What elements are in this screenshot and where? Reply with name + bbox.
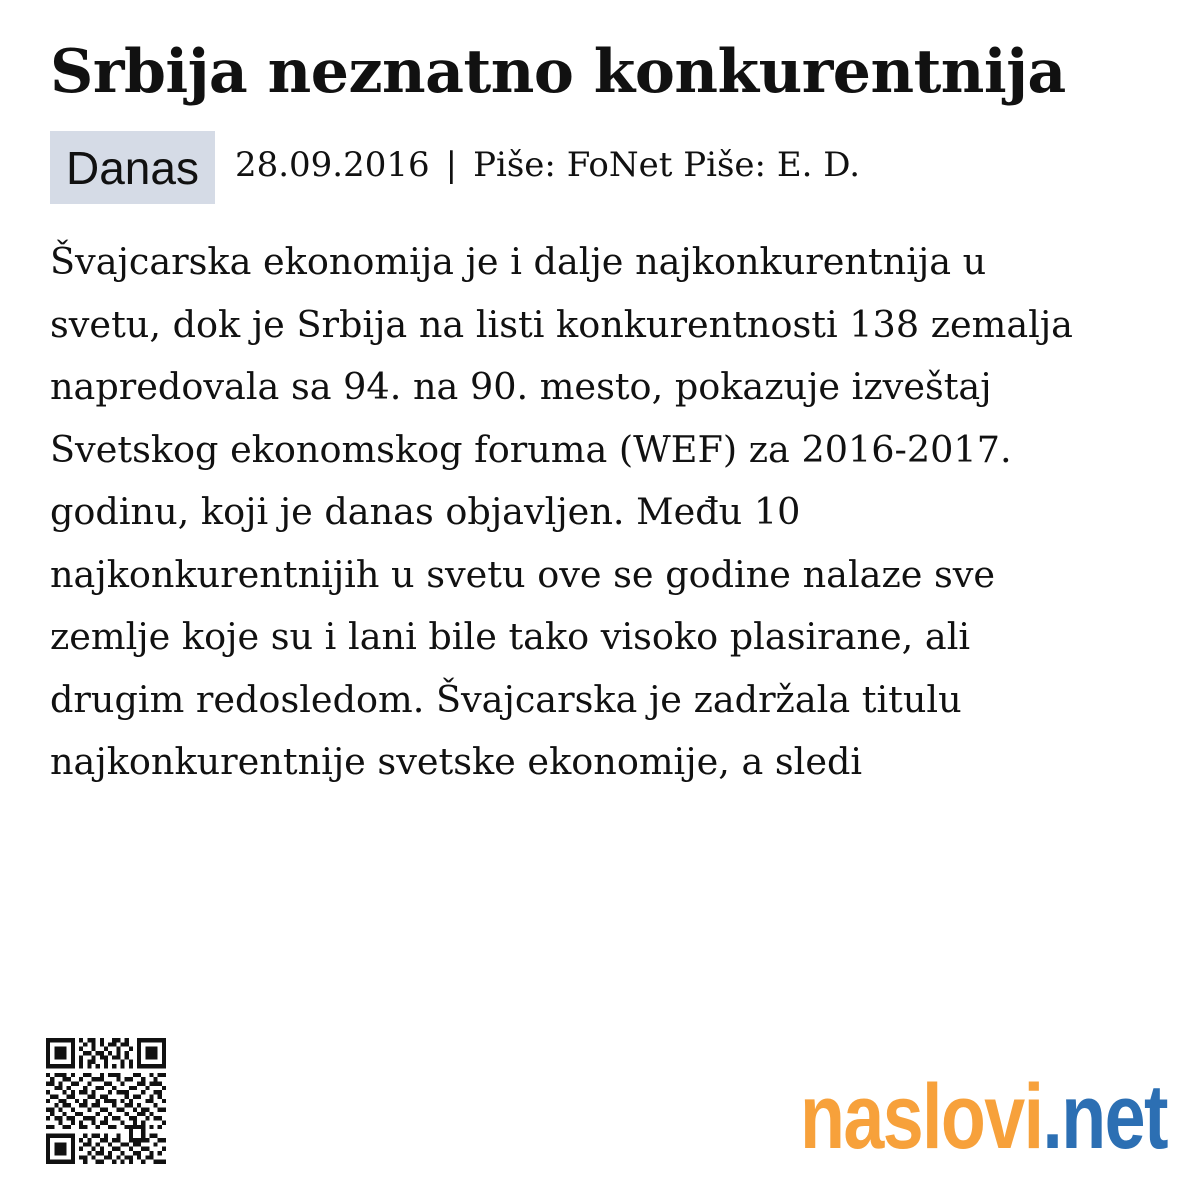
article-byline: Piše: FoNet Piše: E. D. [473, 145, 861, 185]
article-body-line: godinu, koji je danas objavljen. Među 10 [50, 490, 801, 533]
article-body-line: napredovala sa 94. na 90. mesto, pokazuje izveštaj [50, 365, 992, 408]
article-headline: Srbija neznatno konkurentnija [50, 37, 1066, 107]
logo-text-net: .net [1042, 1066, 1167, 1168]
article-body-line: svetu, dok je Srbija na listi konkurentnosti 138 zemalja [50, 302, 1073, 346]
article-body [50, 231, 1160, 794]
article-body-line: Svetskog ekonomskog foruma (WEF) za 2016-2017. [50, 427, 1012, 471]
article-meta-text [235, 145, 860, 185]
meta-separator: | [445, 145, 458, 185]
logo-text-naslovi: naslovi [800, 1066, 1043, 1168]
article-body-line: najkonkurentnije svetske ekonomije, a sledi [50, 740, 863, 783]
article-body-line: Švajcarska ekonomija je i dalje najkonkurentnija u [50, 240, 987, 283]
naslovi-logo[interactable] [800, 1062, 1167, 1172]
article-date: 28.09.2016 [234, 145, 430, 185]
article-body-line: zemlje koje su i lani bile tako visoko plasirane, ali [50, 615, 971, 658]
source-badge[interactable]: Danas [50, 131, 215, 204]
article-body-line: najkonkurentnijih u svetu ove se godine nalaze sve [50, 552, 996, 596]
article-body-line: drugim redosledom. Švajcarska je zadržala titulu [50, 677, 962, 721]
article-meta [50, 131, 860, 204]
qr-code-icon[interactable] [46, 1038, 166, 1164]
